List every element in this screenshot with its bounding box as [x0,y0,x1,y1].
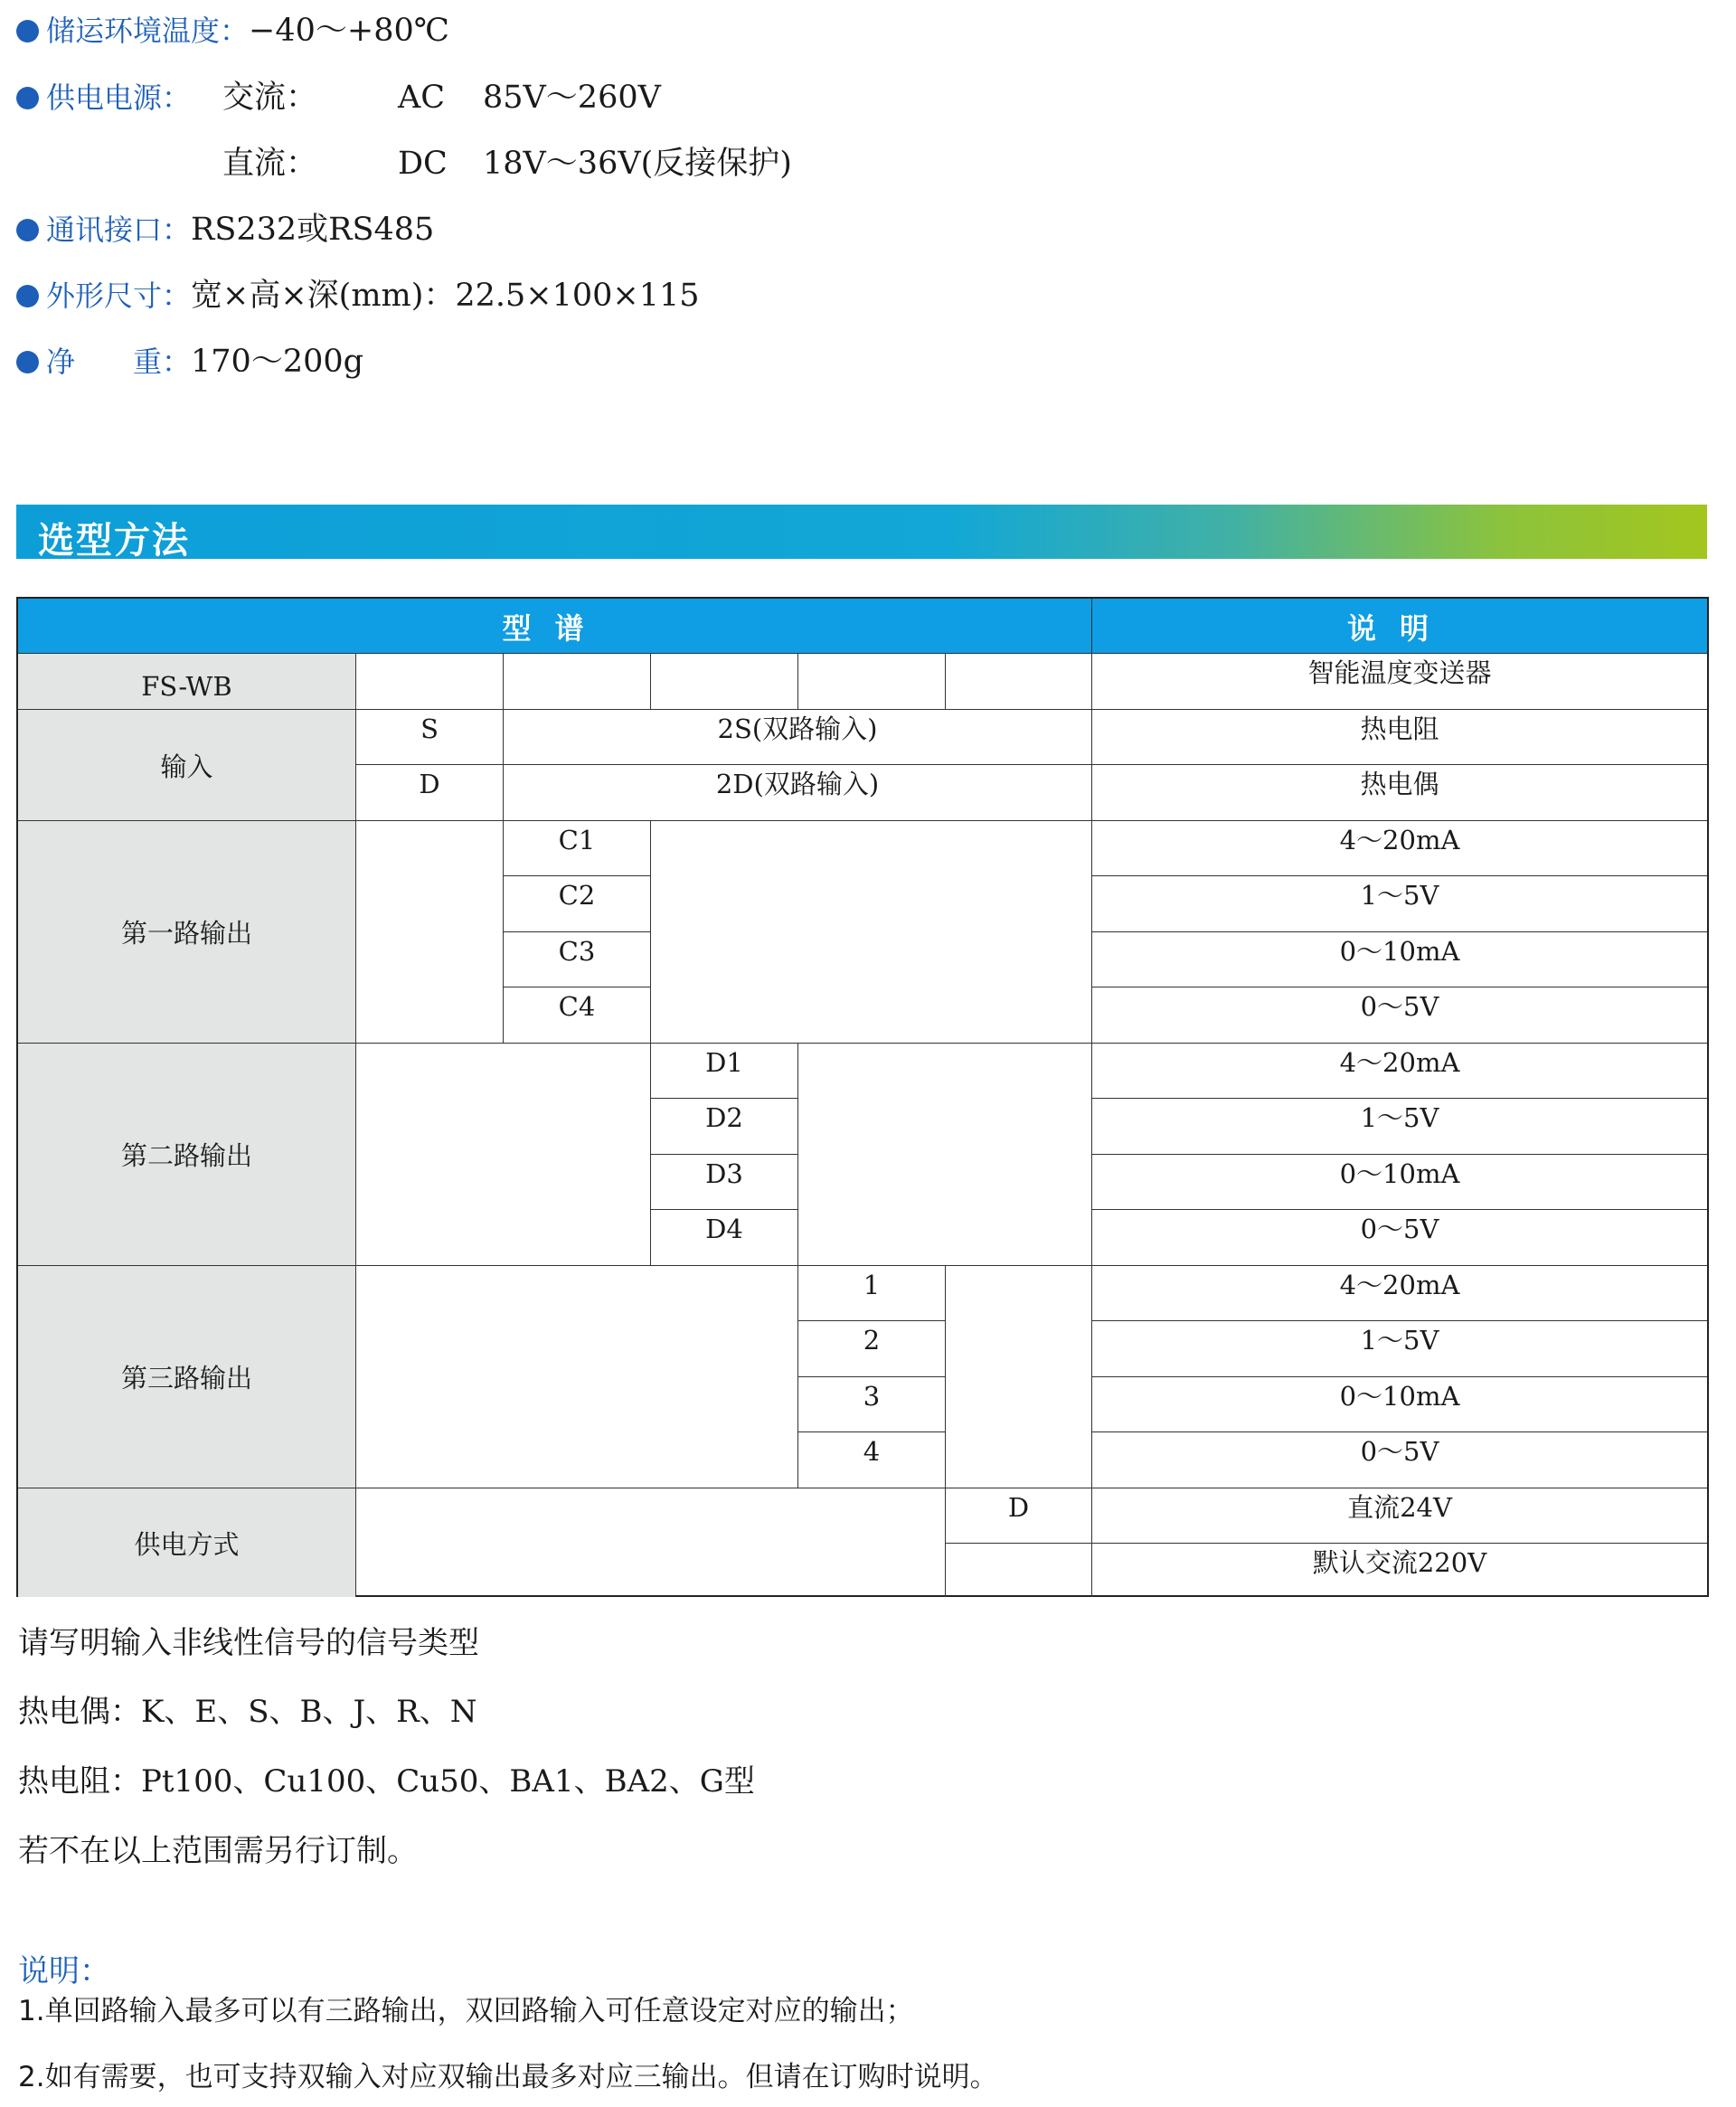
output1-spacer [355,820,503,1043]
input-desc: 热电偶 [1091,764,1707,820]
base-model-slot [355,653,503,709]
output1-group-label: 第一路输出 [18,820,355,1043]
output2-desc: 0～5V [1091,1209,1707,1265]
power-ac-range: 85V～260V [483,80,661,116]
supply-code: D [945,1488,1091,1543]
note-line: 热电偶：K、E、S、B、J、R、N [18,1694,477,1730]
input-desc: 热电阻 [1091,709,1707,764]
explanation-title: 说明： [18,1953,110,1989]
power-ac-type: AC [398,80,446,116]
output3-group-label: 第三路输出 [18,1265,355,1488]
base-model-desc: 智能温度变送器 [1091,653,1707,709]
output2-code: D3 [650,1154,797,1209]
supply-desc: 直流24V [1091,1488,1707,1543]
output1-desc: 0～10mA [1091,931,1707,987]
output1-desc: 0～5V [1091,987,1707,1043]
bullet-dot-icon [16,20,39,43]
supply-desc: 默认交流220V [1091,1543,1707,1597]
output2-spacer [797,1043,1091,1265]
supply-code [945,1543,1091,1597]
spec-comm-interface [16,212,434,248]
input-model: 2S(双路输入) [503,709,1091,764]
output3-spacer [945,1265,1091,1488]
table-header-model: 型谱 [18,599,1091,653]
output3-code: 1 [797,1265,945,1320]
base-model-slot [650,653,797,709]
spec-net-weight [16,344,363,380]
base-model-slot [945,653,1091,709]
supply-group-label: 供电方式 [18,1488,355,1597]
output2-code: D1 [650,1043,797,1098]
section-banner [16,505,1707,562]
input-group-label: 输入 [18,709,355,820]
spec-label: 净 重： [46,345,192,379]
power-ac-name: 交流： [222,80,318,116]
section-title: 选型方法 [38,520,190,562]
output3-desc: 0～10mA [1091,1376,1707,1431]
base-model-slot [503,653,650,709]
output3-desc: 1～5V [1091,1320,1707,1376]
output1-desc: 1～5V [1091,875,1707,931]
input-code: S [355,709,503,764]
output3-spacer [355,1265,797,1488]
base-model-label: FS-WB [18,653,355,709]
output2-spacer [355,1043,650,1265]
input-model: 2D(双路输入) [503,764,1091,820]
spec-label: 通讯接口： [46,213,192,247]
spec-label: 外形尺寸： [46,279,192,313]
note-line: 请写明输入非线性信号的信号类型 [18,1625,479,1661]
output1-code: C4 [503,987,650,1043]
spec-power-supply [16,80,191,116]
bullet-dot-icon [16,285,39,307]
bullet-dot-icon [16,87,39,109]
output1-spacer [650,820,1091,1043]
power-dc-range: 18V～36V(反接保护) [483,146,792,182]
output3-code: 3 [797,1376,945,1431]
output3-desc: 0～5V [1091,1431,1707,1488]
output3-code: 2 [797,1320,945,1376]
spec-value: 170～200g [191,344,364,380]
output2-code: D2 [650,1098,797,1154]
spec-label: 储运环境温度： [46,14,250,48]
power-dc-name: 直流： [222,146,318,182]
output2-desc: 4～20mA [1091,1043,1707,1098]
model-selection-table [16,597,1709,1597]
spec-value: 宽×高×深(mm)：22.5×100×115 [191,278,700,314]
output2-desc: 0～10mA [1091,1154,1707,1209]
base-model-slot [797,653,945,709]
table-header-desc: 说明 [1091,599,1707,653]
note-line: 热电阻：Pt100、Cu100、Cu50、BA1、BA2、G型 [18,1763,755,1800]
supply-spacer [355,1488,945,1597]
spec-dimensions [16,278,700,314]
bullet-dot-icon [16,351,39,373]
explanation-item: 1.单回路输入最多可以有三路输出，双回路输入可任意设定对应的输出； [18,1995,914,2027]
output1-code: C2 [503,875,650,931]
output1-code: C3 [503,931,650,987]
output3-desc: 4～20mA [1091,1265,1707,1320]
explanation-item: 2.如有需要，也可支持双输入对应双输出最多对应三输出。但请在订购时说明。 [18,2061,998,2093]
spec-storage-temp [16,13,449,49]
power-dc-type: DC [398,146,448,182]
output2-desc: 1～5V [1091,1098,1707,1154]
output1-code: C1 [503,820,650,875]
output3-code: 4 [797,1431,945,1488]
output2-code: D4 [650,1209,797,1265]
spec-value: RS232或RS485 [191,212,435,248]
spec-label: 供电电源： [46,80,192,115]
output2-group-label: 第二路输出 [18,1043,355,1265]
note-line: 若不在以上范围需另行订制。 [18,1833,418,1869]
bullet-dot-icon [16,219,39,241]
input-code: D [355,764,503,820]
output1-desc: 4～20mA [1091,820,1707,875]
spec-value: −40～+80℃ [249,13,449,49]
